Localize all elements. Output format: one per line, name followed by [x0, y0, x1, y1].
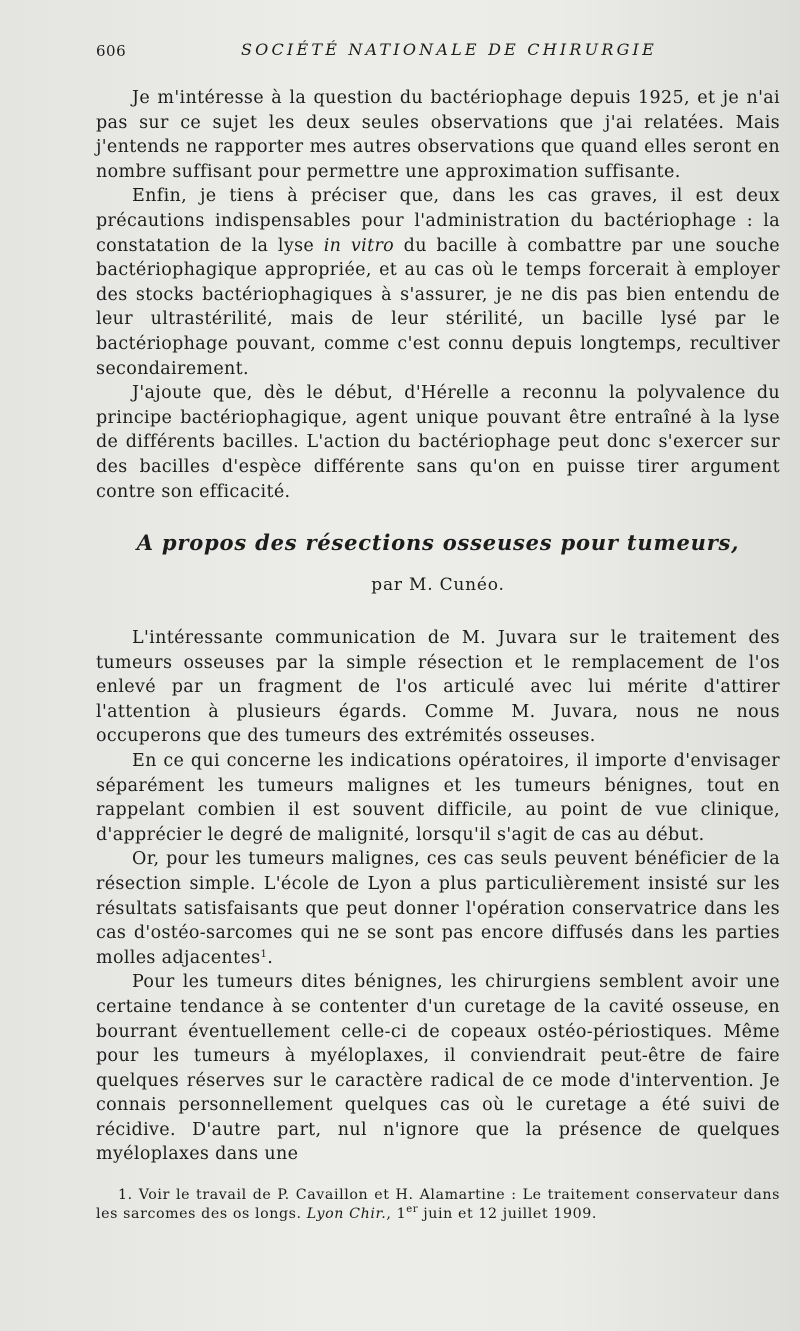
- footnote: 1. Voir le travail de P. Cavaillon et H. Alamartine : Le traitement conservateur dans les sarcomes des os longs. Lyon Chir., 1er juin et 12 juillet 1909.: [96, 1187, 780, 1222]
- footnote-number: 1.: [118, 1187, 133, 1203]
- running-head: SOCIÉTÉ NATIONALE DE CHIRURGIE: [241, 40, 657, 59]
- paragraph: L'intéressante communication de M. Juvara sur le traitement des tumeurs osseuses par la simple résection et le remplacement de l'os enlevé par un fragment de l'os articulé avec lui mérite d'attirer l'attention à plusieurs égards. Comme M. Juvara, nous ne nous occuperons que des tumeurs des extrémités osseuses.: [96, 628, 780, 747]
- intro-text-block: [96, 86, 780, 504]
- paragraph: Enfin, je tiens à préciser que, dans les cas graves, il est deux précautions indispensables pour l'administration du bactériophage : la constatation de la lyse in vitro du bacille à combattre par une souche bactériophagique appropriée, et au cas où le temps forcerait à employer des stocks bactériophagiques à s'assurer, je ne dis pas bien entendu de leur ultrastérilité, mais de leur stérilité, un bacille lysé par le bactériophage pouvant, comme c'est connu depuis longtemps, recultiver secondairement.: [96, 186, 780, 379]
- page-number: 606: [96, 42, 127, 60]
- article-byline: par M. Cunéo.: [371, 575, 505, 595]
- journal-name: Lyon Chir.: [306, 1205, 387, 1222]
- italic-term: in vitro: [323, 235, 395, 256]
- page-header: [96, 40, 776, 64]
- paragraph: Pour les tumeurs dites bénignes, les chirurgiens semblent avoir une certaine tendance à se contenter d'un curetage de la cavité osseuse, en bourrant éventuellement celle-ci de copeaux ostéo-périostiques. Même pour les tumeurs à myéloplaxes, il conviendrait peut-être de faire quelques réserves sur le caractère radical de ce mode d'intervention. Je connais personnellement quelques cas où le curetage a été suivi de récidive. D'autre part, nul n'ignore que la présence de quelques myéloplaxes dans une: [96, 972, 780, 1165]
- paragraph: En ce qui concerne les indications opératoires, il importe d'envisager séparément les tumeurs malignes et les tumeurs bénignes, tout en rappelant combien il est souvent difficile, au point de vue clinique, d'apprécier le degré de malignité, lorsqu'il s'agit de cas au début.: [96, 750, 780, 845]
- paragraph: J'ajoute que, dès le début, d'Hérelle a reconnu la polyvalence du principe bactériophagique, agent unique pouvant être entraîné à la lyse de différents bacilles. L'action du bactériophage peut donc s'exercer sur des bacilles d'espèce différente sans qu'on en puisse tirer argument contre son efficacité.: [96, 383, 780, 502]
- article-body: [96, 626, 780, 1167]
- paragraph: Or, pour les tumeurs malignes, ces cas seuls peuvent bénéficier de la résection simple. L'école de Lyon a plus particulièrement insisté sur les résultats satisfaisants que peut donner l'opération conservatrice dans les cas d'ostéo-sarcomes qui ne se sont pas encore diffusés dans les parties molles adjacentes$^1$.: [96, 849, 780, 968]
- article-title: A propos des résections osseuses pour tumeurs,: [136, 530, 740, 555]
- paragraph: Je m'intéresse à la question du bactériophage depuis 1925, et je n'ai pas sur ce sujet les deux seules observations que j'ai relatées. Mais j'entends ne rapporter mes autres observations que quand elles seront en nombre suffisant pour permettre une approximation suffisante.: [96, 88, 780, 182]
- footnote-reference: 1: [260, 948, 268, 960]
